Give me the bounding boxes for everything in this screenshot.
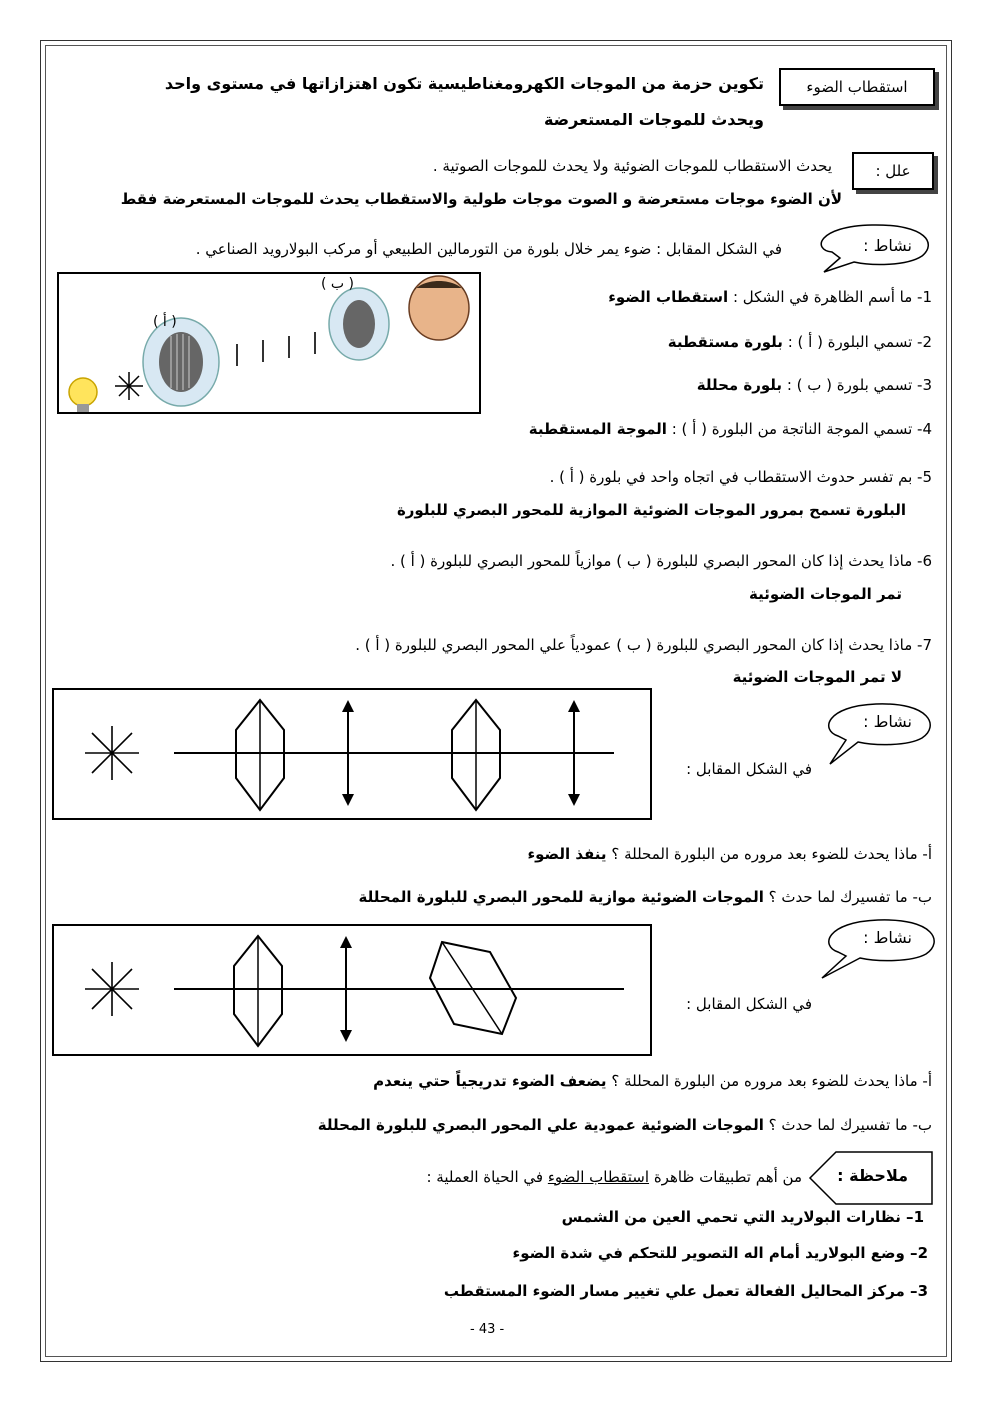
q1: 1- ما أسم الظاهرة في الشكل :: [732, 288, 932, 306]
why-label: علل :: [852, 152, 934, 190]
q2: 2- تسمي البلورة ( أ ) :: [787, 333, 932, 351]
q1-row: [608, 288, 932, 306]
activity3-speech-bubble: [818, 916, 942, 982]
crystal-b-grating: [343, 300, 375, 348]
note-intro-prefix: من أهم تطبيقات ظاهرة: [653, 1168, 802, 1186]
diagram-parallel-drawing: [54, 690, 654, 822]
activity3-label: نشاط :: [863, 928, 912, 947]
activity2-qa-row: [527, 845, 932, 863]
activity3-caption: في الشكل المقابل :: [686, 995, 812, 1013]
q4: 4- تسمي الموجة الناتجة من البلورة ( أ ) :: [671, 420, 932, 438]
a1: استقطاب الضوء: [608, 288, 729, 306]
a3: بلورة محللة: [696, 376, 783, 394]
polarization-photo: [57, 272, 481, 414]
q3-row: [697, 376, 932, 394]
polarized-waves: [237, 328, 341, 366]
note-item-3: 3– مركز المحاليل الفعالة تعمل علي تغيير مسار الضوء المستقطب: [443, 1282, 928, 1300]
bulb-icon: [69, 378, 97, 406]
q2-row: [668, 333, 932, 351]
diagram-parallel: [52, 688, 652, 820]
diagram-perpendicular: [52, 924, 652, 1056]
note-intro: [426, 1168, 802, 1186]
fig-label-b: ( ب ): [321, 276, 355, 292]
a2: بلورة مستقطبة: [667, 333, 783, 351]
activity1-label: نشاط :: [863, 236, 912, 255]
note-item-1: 1– نظارات البولاريد التي تحمي العين من الشمس: [561, 1208, 924, 1226]
activity3-ab: الموجات الضوئية عمودية علي المحور البصري للبلورة المحللة: [317, 1116, 764, 1134]
q3: 3- تسمي بلورة ( ب ) :: [786, 376, 932, 394]
a4: الموجة المستقطبة: [528, 420, 667, 438]
activity2-speech-bubble: [818, 700, 938, 766]
note-intro-term: استقطاب الضوء: [547, 1168, 650, 1186]
q7: 7- ماذا يحدث إذا كان المحور البصري للبلورة ( ب ) عمودياً علي المحور البصري للبلورة ( أ ) .: [355, 636, 932, 654]
page-number: - 43 -: [470, 1322, 505, 1337]
activity2-ab: الموجات الضوئية موازية للمحور البصري للبلورة المحللة: [358, 888, 764, 906]
note-label: ملاحظة :: [837, 1166, 908, 1185]
note-item-2: 2– وضع البولاريد أمام اله التصوير للتحكم في شدة الضوء: [512, 1244, 928, 1262]
activity1-intro: في الشكل المقابل : ضوء يمر خلال بلورة من التورمالين الطبيعي أو مركب البولارويد الصناعي .: [195, 240, 782, 258]
q4-row: [529, 420, 932, 438]
a6: تمر الموجات الضوئية: [748, 585, 902, 603]
fig-label-a: ( أ ): [153, 314, 177, 330]
q6: 6- ماذا يحدث إذا كان المحور البصري للبلورة ( ب ) موازياً للمحور البصري للبلورة ( أ ) .: [390, 552, 932, 570]
diagram-perpendicular-drawing: [54, 926, 654, 1058]
activity2-qa: أ- ماذا يحدث للضوء بعد مروره من البلورة المحللة ؟: [611, 845, 932, 863]
activity2-qb: ب- ما تفسيرك لما حدث ؟: [768, 888, 932, 906]
activity3-qb-row: [318, 1116, 932, 1134]
why-question: يحدث الاستقطاب للموجات الضوئية ولا يحدث للموجات الصوتية .: [432, 157, 832, 175]
activity3-qa: أ- ماذا يحدث للضوء بعد مروره من البلورة المحللة ؟: [611, 1072, 932, 1090]
activity3-qb: ب- ما تفسيرك لما حدث ؟: [768, 1116, 932, 1134]
activity3-qa-row: [373, 1072, 932, 1090]
photo-drawing: [59, 274, 483, 416]
activity2-aa: ينفذ الضوء: [527, 845, 607, 863]
activity2-label: نشاط :: [863, 712, 912, 731]
q5: 5- بم تفسر حدوث الاستقطاب في اتجاه واحد في بلورة ( أ ) .: [549, 468, 932, 486]
a5: البلورة تسمح بمرور الموجات الضوئية الموازية للمحور البصري للبلورة: [396, 501, 906, 519]
light-source-star-icon-2: [85, 962, 139, 1016]
activity2-qb-row: [358, 888, 932, 906]
definition-line2: ويحدث للموجات المستعرضة: [543, 110, 764, 129]
crystal-a-grating: [159, 332, 203, 392]
light-source-star-icon: [85, 726, 139, 780]
activity2-caption: في الشكل المقابل :: [686, 760, 812, 778]
why-answer: لأن الضوء موجات مستعرضة و الصوت موجات طولية والاستقطاب يحدث للموجات المستعرضة فقط: [120, 190, 842, 208]
title-label: استقطاب الضوء: [779, 68, 935, 106]
definition-line1: تكوين حزمة من الموجات الكهرومغناطيسية تكون اهتزازاتها في مستوى واحد: [164, 74, 764, 93]
activity3-aa: يضعف الضوء تدريجياً حتي ينعدم: [373, 1072, 607, 1090]
a7: لا تمر الموجات الضوئية: [732, 668, 902, 686]
light-star-icon: [115, 372, 143, 400]
note-intro-suffix: في الحياة العملية :: [426, 1168, 544, 1186]
